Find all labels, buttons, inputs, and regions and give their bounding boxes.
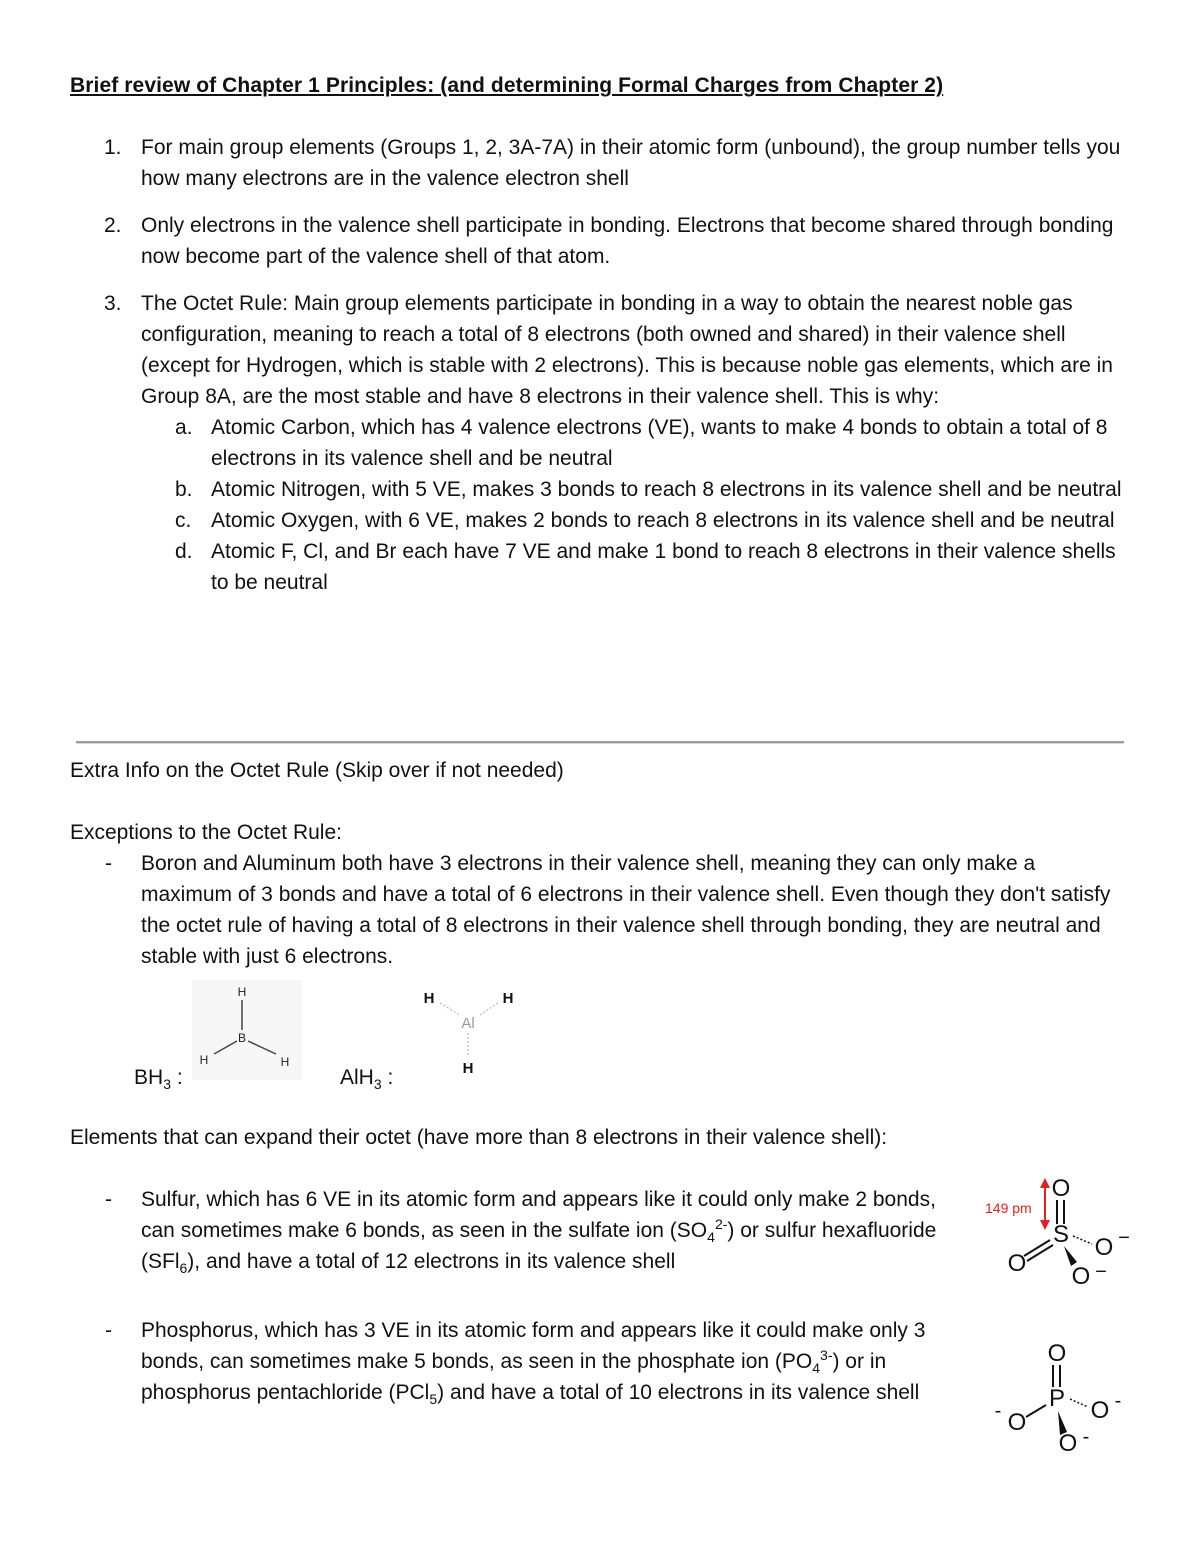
alh3-atom-al: Al [461, 1015, 475, 1032]
phosphate-charge-left: - [994, 1400, 1002, 1422]
phosphate-structure [990, 1335, 1130, 1465]
page-title: Brief review of Chapter 1 Principles: (and determining Formal Charges from Chapter 2) [70, 74, 944, 97]
sub-list-text: Atomic F, Cl, and Br each have 7 VE and make 1 bond to reach 8 electrons in their valence shells to be neutral [211, 540, 1116, 594]
sulfate-structure [980, 1172, 1140, 1292]
phosphate-atom-o-left: O [1007, 1409, 1027, 1436]
list-item [104, 210, 1131, 272]
alh3-structure [412, 985, 527, 1080]
sf6-subscript: 6 [179, 1260, 188, 1277]
sulfate-charge-right: − [1118, 1227, 1130, 1249]
phosphorus-text-3: ) and have a total of 10 electrons in its valence shell [437, 1381, 920, 1404]
list-item-text: The Octet Rule: Main group elements participate in bonding in a way to obtain the nearest noble gas configuration, meaning to reach a total of 8 electrons (both owned and shared) in their valence shell (except for Hydrogen, which is stable with 2 electrons). This is because noble gas elements, which are in Group 8A, are the most stable and have 8 electrons in their valence shell. This is why: [141, 292, 1113, 408]
phosphate-charge-right: - [1114, 1390, 1122, 1412]
boron-aluminum-text: Boron and Aluminum both have 3 electrons in their valence shell, meaning they can only make a maximum of 3 bonds and have a total of 6 electrons in their valence shell. Even though they don't satisfy the octet rule of having a total of 8 electrons in their valence shell through bonding, they are neutral and stable with just 6 electrons. [141, 852, 1111, 968]
expand-octet-heading: Elements that can expand their octet (have more than 8 electrons in their valence shell): [70, 1126, 888, 1149]
sub-list-letter: a. [175, 416, 193, 439]
bh3-structure [192, 980, 302, 1080]
dash-bullet: - [105, 1319, 112, 1342]
phosphate-atom-p: P [1048, 1385, 1066, 1412]
phosphate-charge-bottom: - [1082, 1426, 1090, 1448]
extra-info-heading: Extra Info on the Octet Rule (Skip over if not needed) [70, 759, 564, 782]
sulfate-atom-o-right: O [1094, 1234, 1114, 1261]
pcl5-subscript: 5 [429, 1391, 438, 1408]
sulfate-atom-o-bottom: O [1071, 1263, 1091, 1290]
alh3-atom-h-bottom: H [462, 1060, 474, 1077]
horizontal-divider [76, 741, 1124, 744]
boron-aluminum-item [105, 848, 1131, 972]
sulfate-charge-bottom: − [1095, 1261, 1107, 1283]
sub-list-item [175, 412, 1131, 474]
phosphate-atom-o-top: O [1047, 1340, 1067, 1367]
exceptions-heading: Exceptions to the Octet Rule: [70, 821, 342, 844]
sulfate-atom-o-left: O [1007, 1250, 1027, 1277]
alh3-atom-h-left: H [423, 990, 435, 1007]
sulfate-atom-s: S [1052, 1221, 1070, 1248]
alh3-label [340, 1062, 393, 1093]
phosphate-atom-o-right: O [1090, 1397, 1110, 1424]
sub-list-letter: c. [175, 509, 192, 532]
alh3-atom-h-right: H [502, 990, 514, 1007]
sulfur-text-1: Sulfur, which has 6 VE in its atomic form and appears like it could only make 2 bonds, can sometimes make 6 bonds, as seen in the sulfate ion (SO [141, 1188, 936, 1242]
alh3-colon: : [381, 1066, 394, 1089]
sub-list-item [175, 474, 1131, 505]
dash-bullet: - [105, 1188, 112, 1211]
sulfate-subscript: 4 [707, 1229, 715, 1246]
list-item-text: For main group elements (Groups 1, 2, 3A-7A) in their atomic form (unbound), the group number tells you how many electrons are in the valence electron shell [141, 136, 1121, 190]
phosphorus-text-1: Phosphorus, which has 3 VE in its atomic form and appears like it could make only 3 bonds, can sometimes make 5 bonds, as seen in the phosphate ion (PO [141, 1319, 926, 1373]
bond-length-label: 149 pm [985, 1200, 1032, 1216]
bh3-atom-h-top: H [237, 985, 247, 999]
list-item [104, 288, 1131, 598]
bh3-subscript: 3 [163, 1076, 171, 1093]
bh3-atom-h-right: H [280, 1055, 290, 1069]
list-number: 3. [104, 292, 122, 315]
list-item-text: Only electrons in the valence shell participate in bonding. Electrons that become shared through bonding now become part of the valence shell of that atom. [141, 214, 1114, 268]
list-number: 1. [104, 136, 122, 159]
alh3-formula: AlH [340, 1066, 374, 1089]
sub-list-text: Atomic Oxygen, with 6 VE, makes 2 bonds to reach 8 electrons in its valence shell and be neutral [211, 509, 1115, 532]
sub-list-item [175, 536, 1131, 598]
bh3-atom-b: B [237, 1031, 247, 1045]
dash-bullet: - [105, 852, 112, 875]
bh3-atom-h-left: H [199, 1053, 209, 1067]
sub-list-letter: b. [175, 478, 193, 501]
bh3-formula: BH [134, 1066, 164, 1089]
sulfate-charge: 2- [714, 1216, 728, 1232]
sulfur-item [105, 1184, 971, 1277]
phosphorus-item [105, 1315, 971, 1408]
sulfur-text-2: ) or sulfur hexafluoride (SFl [141, 1219, 937, 1273]
bh3-label [134, 1062, 183, 1093]
list-number: 2. [104, 214, 122, 237]
phosphate-atom-o-bottom: O [1058, 1430, 1078, 1457]
phosphate-subscript: 4 [812, 1360, 821, 1377]
sulfate-atom-o-top: O [1051, 1175, 1071, 1202]
sub-list-letter: d. [175, 540, 193, 563]
phosphate-charge: 3- [820, 1347, 833, 1363]
bh3-colon: : [170, 1066, 183, 1089]
sub-list-text: Atomic Nitrogen, with 5 VE, makes 3 bonds to reach 8 electrons in its valence shell and be neutral [211, 478, 1122, 501]
principles-list [0, 132, 1200, 598]
list-item [104, 132, 1131, 194]
sulfur-text-3: ), and have a total of 12 electrons in its valence shell [187, 1250, 676, 1273]
phosphorus-text-2: ) or in phosphorus pentachloride (PCl [141, 1350, 887, 1404]
sub-list-text: Atomic Carbon, which has 4 valence electrons (VE), wants to make 4 bonds to obtain a total of 8 electrons in its valence shell and be neutral [211, 416, 1108, 470]
alh3-subscript: 3 [373, 1076, 382, 1093]
sub-list-item [175, 505, 1131, 536]
